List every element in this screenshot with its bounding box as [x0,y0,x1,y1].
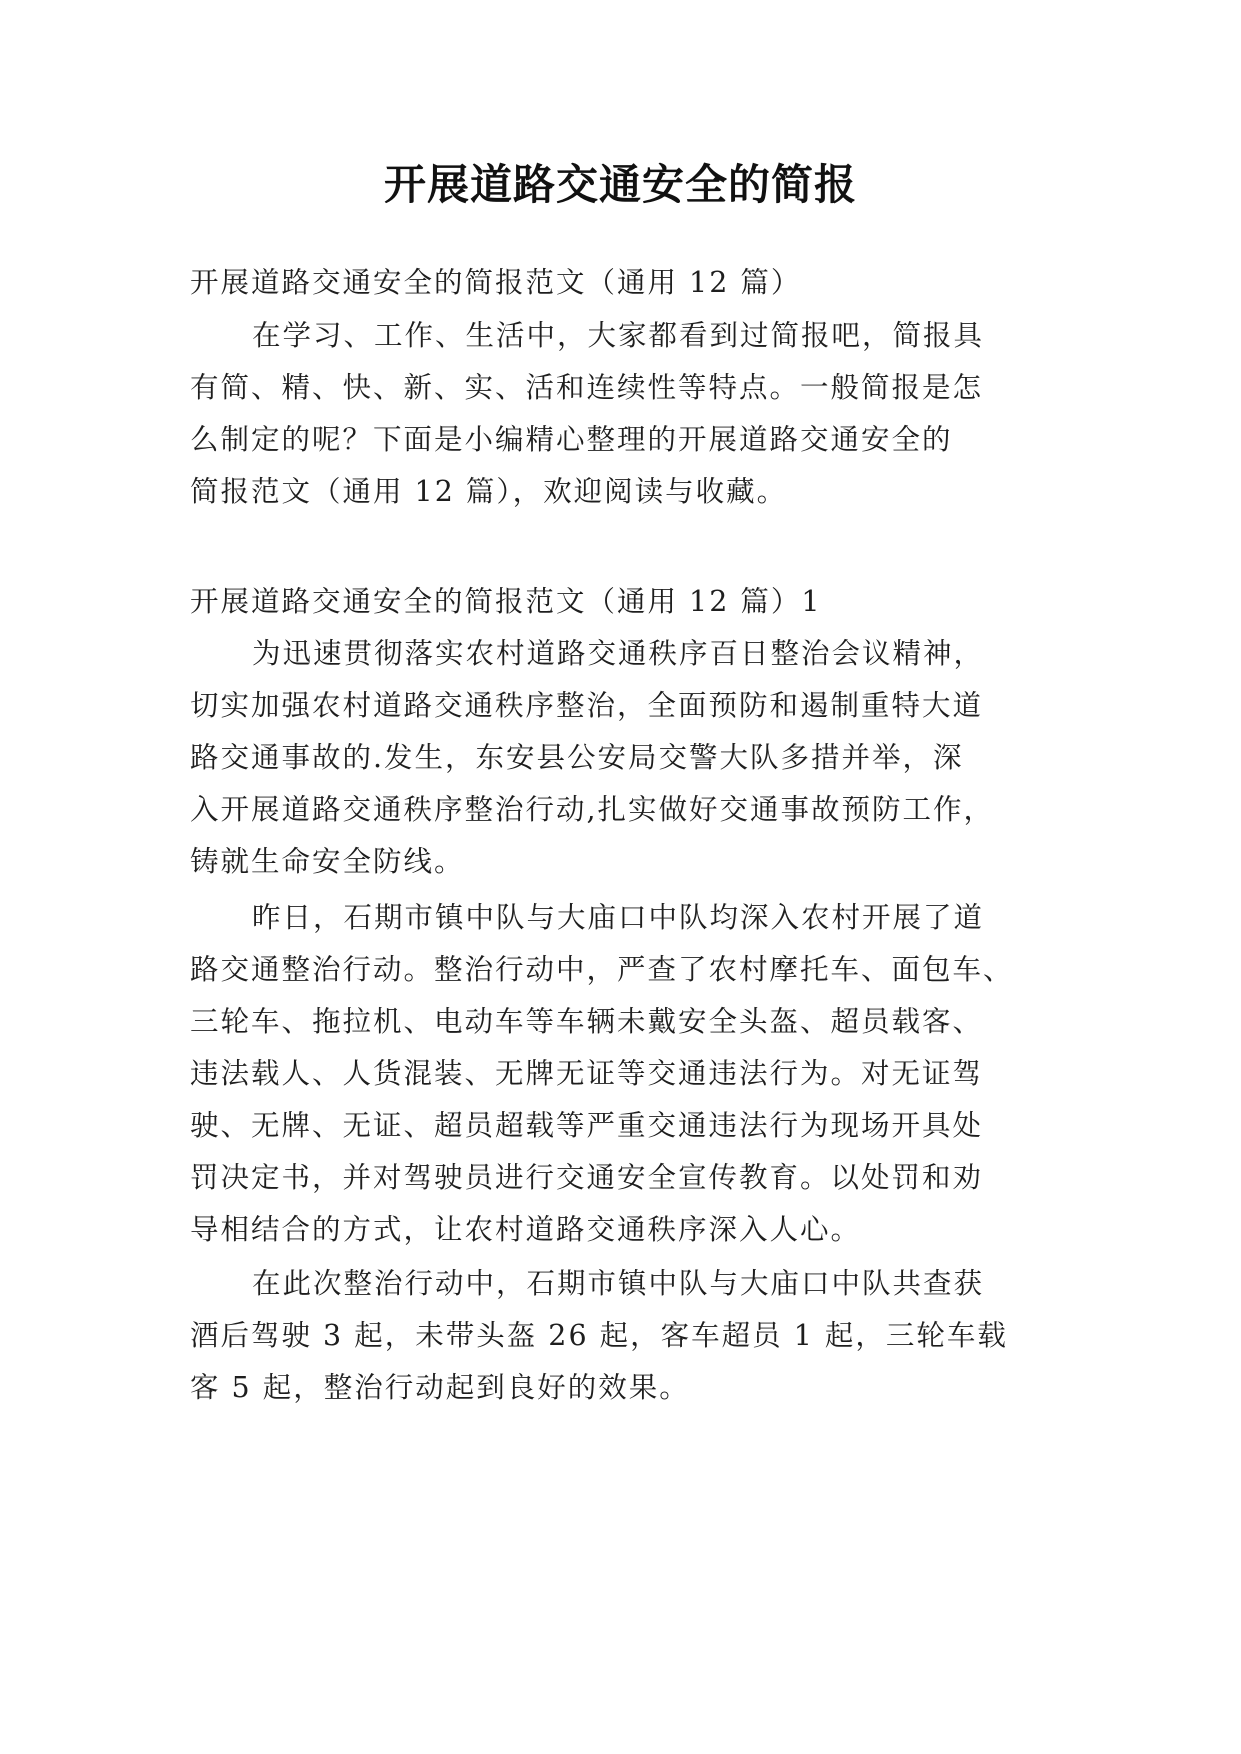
paragraph-line: 三轮车、拖拉机、电动车等车辆未戴安全头盔、超员载客、 [190,1005,984,1038]
paragraph-line: 客 5 起，整治行动起到良好的效果。 [190,1371,690,1404]
section-heading: 开展道路交通安全的简报范文（通用 12 篇）1 [190,585,822,618]
document-title: 开展道路交通安全的简报 [383,160,857,209]
paragraph-line: 铸就生命安全防线。 [190,845,465,878]
paragraph-line: 么制定的呢？下面是小编精心整理的开展道路交通安全的 [190,423,953,456]
subtitle-line: 开展道路交通安全的简报范文（通用 12 篇） [190,266,802,299]
paragraph-line: 有简、精、快、新、实、活和连续性等特点。一般简报是怎 [190,371,984,404]
paragraph-line: 昨日，石期市镇中队与大庙口中队均深入农村开展了道 [252,901,985,934]
paragraph-line: 驶、无牌、无证、超员超载等严重交通违法行为现场开具处 [190,1109,984,1142]
paragraph-line: 在学习、工作、生活中，大家都看到过简报吧，简报具 [252,319,985,352]
paragraph-line: 在此次整治行动中，石期市镇中队与大庙口中队共查获 [252,1267,985,1300]
paragraph-line: 路交通整治行动。整治行动中，严查了农村摩托车、面包车、 [190,953,1014,986]
paragraph-line: 违法载人、人货混装、无牌无证等交通违法行为。对无证驾 [190,1057,984,1090]
paragraph-line: 入开展道路交通秩序整治行动,扎实做好交通事故预防工作， [190,793,995,826]
paragraph-line: 导相结合的方式，让农村道路交通秩序深入人心。 [190,1213,862,1246]
paragraph-line: 切实加强农村道路交通秩序整治，全面预防和遏制重特大道 [190,689,984,722]
paragraph-line: 为迅速贯彻落实农村道路交通秩序百日整治会议精神， [252,637,985,670]
paragraph-line: 罚决定书，并对驾驶员进行交通安全宣传教育。以处罚和劝 [190,1161,984,1194]
paragraph-line: 路交通事故的.发生，东安县公安局交警大队多措并举，深 [190,741,964,774]
paragraph-line: 简报范文（通用 12 篇），欢迎阅读与收藏。 [190,475,788,508]
paragraph-line: 酒后驾驶 3 起，未带头盔 26 起，客车超员 1 起，三轮车载 [190,1319,1008,1352]
